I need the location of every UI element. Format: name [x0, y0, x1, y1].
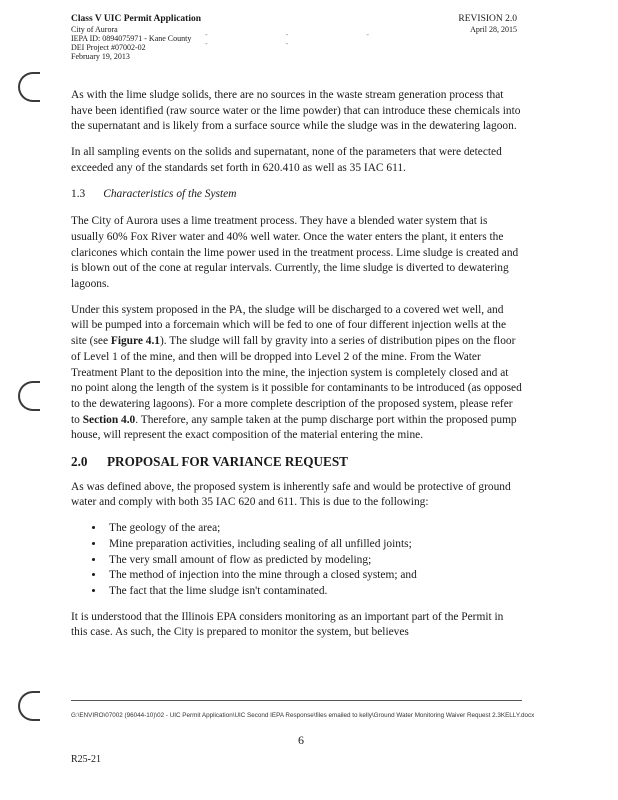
header-title: Class V UIC Permit Application — [71, 14, 202, 24]
list-item: • The very small amount of flow as predicted by modeling; — [105, 553, 522, 569]
paragraph-text: ). The sludge will fall by gravity into a series of distribution pipes on the floor of Level 1 of the mine, and then will be dropped into Level 2 of the mine. From the Water Treatment Plant to the deposition into the mine, the injection system is completely closed and at no point along the length of the system is it possible for contaminants to be introduced (as opposed to the dewatering lagoons). For a more complete description of the proposed system, please refer to — [71, 335, 522, 426]
bullet-list — [71, 521, 522, 600]
header-project: DEI Project #07002-02 — [71, 43, 146, 52]
list-item: • The fact that the lime sludge isn't contaminated. — [105, 584, 522, 600]
paragraph: In all sampling events on the solids and supernatant, none of the parameters that were detected exceeded any of the standards set forth in 620.410 as well as 35 IAC 611. — [71, 146, 502, 174]
binder-hole-middle — [18, 381, 40, 411]
list-item: • The method of injection into the mine through a closed system; and — [105, 568, 522, 584]
paragraph: The City of Aurora uses a lime treatment process. They have a blended water system that is usually 60% Fox River water and 40% well water. Once the water enters the plant, it enters the claricones which contain the lime power used in the treatment process. Lime sludge is created and is blown out of the cone at regular intervals. Currently, the lime sludge is diverted to dewatering lagoons. — [71, 215, 519, 291]
header-revision: REVISION 2.0 — [458, 14, 517, 24]
paragraph-text: Under this system proposed in the PA, the sludge will be discharged to a covered wet well, and will be pumped into a forcemain which will be fed to one of four different injection wells at the site (see — [71, 303, 507, 348]
header-revision-date: April 28, 2015 — [470, 25, 517, 34]
page-number: 6 — [298, 733, 304, 747]
paragraph-text: . Therefore, any sample taken at the pump discharge port within the proposed pump house, will represent the exact composition of the material entering the mine. — [71, 413, 517, 442]
document-code: R25-21 — [71, 754, 101, 765]
paragraph: It is understood that the Illinois EPA considers monitoring as an important part of the Permit in this case. As such, the City is prepared to monitor the system, but believes — [71, 610, 504, 639]
footer-file-path: G:\ENVIRO\07002 (96044-10)\02 - UIC Permit Application\UIC Second IEPA Response\files emailed to kelly\Ground Water Monitoring Waiver Request 2.3KELLY.docx — [71, 712, 535, 719]
section-heading — [71, 454, 522, 470]
footer-divider — [71, 700, 522, 701]
page-header-left — [71, 14, 201, 61]
binder-hole-bottom — [18, 691, 40, 721]
subsection-heading — [71, 187, 522, 203]
header-iepa-id: IEPA ID: 0894075971 - Kane County — [71, 34, 192, 43]
paragraph — [71, 303, 522, 444]
header-org: City of Aurora — [71, 25, 118, 34]
section-number: 2.0 — [71, 454, 88, 470]
section-reference: Section 4.0 — [82, 413, 136, 426]
figure-reference: Figure 4.1 — [110, 335, 161, 348]
page-header-right — [458, 14, 517, 34]
section-title: PROPOSAL FOR VARIANCE REQUEST — [107, 454, 348, 470]
subsection-number: 1.3 — [71, 187, 86, 200]
document-body — [71, 88, 522, 651]
binder-hole-top — [18, 72, 40, 102]
list-item: • Mine preparation activities, including sealing of all unfilled joints; — [105, 537, 522, 553]
header-dashes: - - - - - — [205, 30, 407, 48]
subsection-title: Characteristics of the System — [103, 187, 237, 200]
paragraph: As with the lime sludge solids, there are no sources in the waste stream generation process that have been identified (raw source water or the lime powder) that can introduce these chemicals into the supernatant and is likely from a surface source while the sludge was in the dewatering lagoon. — [71, 89, 521, 133]
header-date: February 19, 2013 — [71, 52, 130, 61]
list-item: • The geology of the area; — [105, 521, 522, 537]
paragraph: As was defined above, the proposed system is inherently safe and would be protective of ground water and comply with both 35 IAC 620 and 611. This is due to the following: — [71, 480, 511, 509]
